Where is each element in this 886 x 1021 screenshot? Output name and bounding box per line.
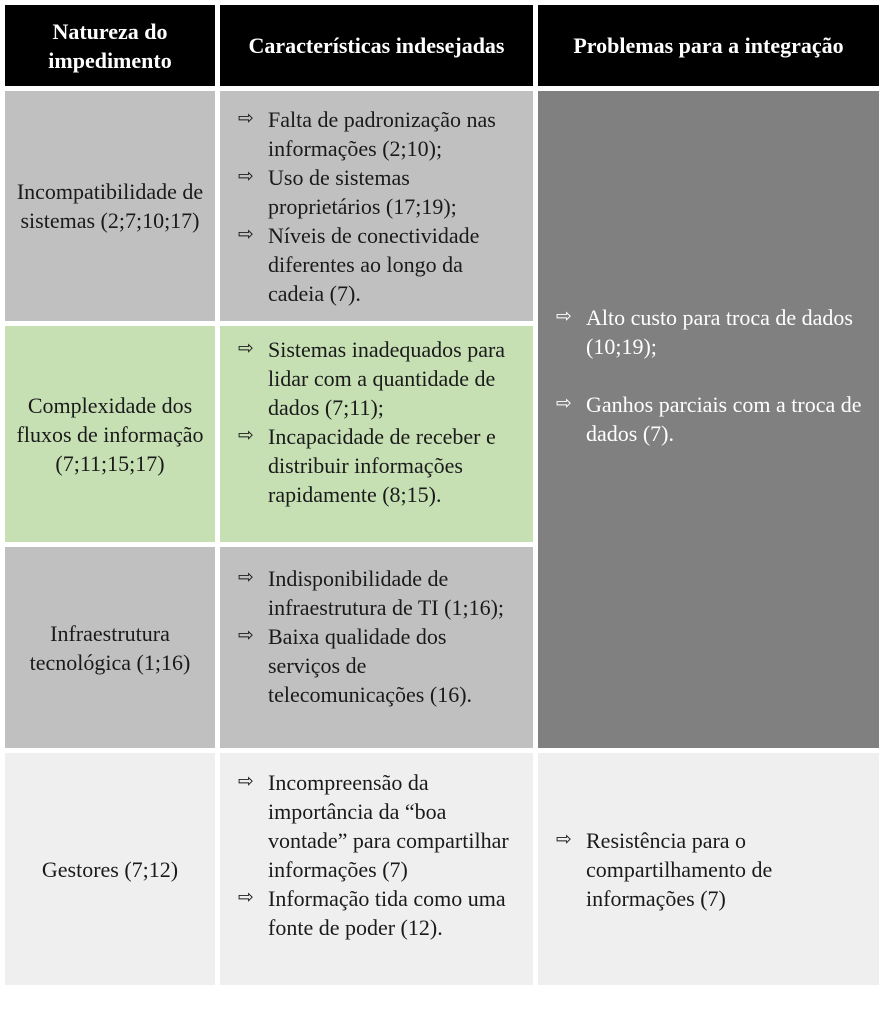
header-natureza	[5, 5, 215, 86]
row2-nature-cell	[5, 326, 215, 542]
header-problemas-label: Problemas para a integração	[573, 33, 844, 58]
row4-nature-cell	[5, 753, 215, 985]
row1-characteristics-list	[230, 105, 523, 308]
list-item	[230, 884, 523, 942]
list-item	[548, 390, 869, 448]
header-natureza-label: Natureza do impedimento	[48, 18, 172, 73]
row1-nature: Incompatibilidade de sistemas (2;7;10;17)	[16, 179, 204, 233]
arrow-right-icon: ⇨	[238, 886, 254, 908]
row3-characteristics-cell	[220, 547, 533, 748]
problem-shared-1: Alto custo para troca de dados (10;19);	[586, 305, 853, 359]
list-item	[230, 221, 523, 308]
list-item	[230, 335, 523, 422]
list-item	[230, 622, 523, 709]
row4-char-1: Incompreensão da importância da “boa vontade” para compartilhar informações (7)	[268, 770, 509, 882]
row1-char-3: Níveis de conectividade diferentes ao longo da cadeia (7).	[268, 223, 480, 306]
arrow-right-icon: ⇨	[556, 305, 572, 327]
row4-characteristics-cell	[220, 753, 533, 985]
row3-char-1: Indisponibilidade de infraestrutura de TI (1;16);	[268, 566, 505, 620]
row1-char-1: Falta de padronização nas informações (2;10);	[268, 107, 496, 161]
list-item	[230, 768, 523, 884]
row1-char-2: Uso de sistemas proprietários (17;19);	[268, 165, 457, 219]
problems-shared-cell	[538, 91, 879, 748]
header-caracteristicas	[220, 5, 533, 86]
arrow-right-icon: ⇨	[556, 392, 572, 414]
arrow-right-icon: ⇨	[238, 566, 254, 588]
row2-characteristics-cell	[220, 326, 533, 542]
list-item	[230, 163, 523, 221]
problems-gestores-cell	[538, 753, 879, 985]
row3-characteristics-list	[230, 564, 523, 709]
list-item	[230, 105, 523, 163]
arrow-right-icon: ⇨	[238, 223, 254, 245]
header-problemas	[538, 5, 879, 86]
row3-nature: Infraestrutura tecnológica (1;16)	[29, 620, 191, 675]
problems-gestores-list	[548, 826, 869, 913]
header-caracteristicas-label: Características indesejadas	[248, 33, 505, 58]
row4-nature: Gestores (7;12)	[41, 856, 179, 882]
arrow-right-icon: ⇨	[238, 424, 254, 446]
problem-shared-2: Ganhos parciais com a troca de dados (7).	[586, 392, 862, 446]
row2-nature: Complexidade dos fluxos de informação (7;11;15;17)	[16, 392, 204, 476]
row2-characteristics-list	[230, 335, 523, 509]
arrow-right-icon: ⇨	[238, 770, 254, 792]
problem-gestores-1: Resistência para o compartilhamento de informações (7)	[586, 827, 773, 911]
list-item	[230, 422, 523, 509]
row3-char-2: Baixa qualidade dos serviços de telecomunicações (16).	[268, 624, 473, 707]
row4-characteristics-list	[230, 768, 523, 942]
list-item	[548, 303, 869, 361]
list-item	[548, 826, 869, 913]
list-item	[230, 564, 523, 622]
arrow-right-icon: ⇨	[238, 337, 254, 359]
arrow-right-icon: ⇨	[238, 107, 254, 129]
arrow-right-icon: ⇨	[238, 165, 254, 187]
row2-char-1: Sistemas inadequados para lidar com a quantidade de dados (7;11);	[268, 337, 506, 420]
row4-char-2: Informação tida como uma fonte de poder (12).	[268, 886, 506, 940]
row3-nature-cell	[5, 547, 215, 748]
problems-shared-list	[548, 303, 869, 448]
row2-char-2: Incapacidade de receber e distribuir informações rapidamente (8;15).	[268, 424, 496, 507]
row1-characteristics-cell	[220, 91, 533, 321]
arrow-right-icon: ⇨	[556, 827, 572, 850]
arrow-right-icon: ⇨	[238, 624, 254, 646]
row1-nature-cell	[5, 91, 215, 321]
